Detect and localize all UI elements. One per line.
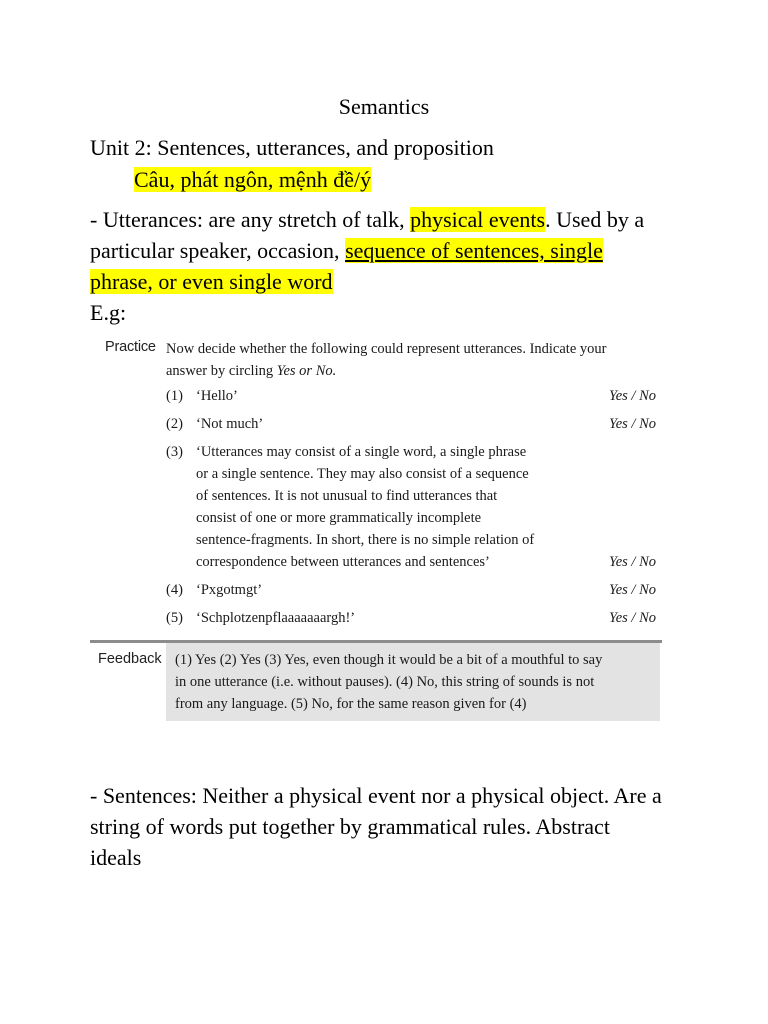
- practice-label: Practice: [105, 339, 156, 355]
- feedback-line-2: in one utterance (i.e. without pauses). (4) No, this string of sounds is not: [175, 674, 595, 690]
- item-text: ‘Schplotzenpflaaaaaaargh!’: [196, 610, 356, 626]
- highlight-sequence: sequence of sentences, single: [345, 238, 603, 263]
- unit-translation-text: Câu, phát ngôn, mệnh đề/ý: [134, 167, 372, 192]
- practice-image: [90, 333, 662, 723]
- answer-option-1: Yes / No: [609, 388, 657, 404]
- practice-instruction: [166, 339, 656, 382]
- feedback-line-1: (1) Yes (2) Yes (3) Yes, even though it would be a bit of a mouthful to say: [175, 652, 603, 668]
- item-number: (5): [166, 610, 183, 626]
- item-number: (4): [166, 582, 183, 598]
- utterances-text-2a: particular speaker, occasion,: [90, 238, 346, 263]
- feedback-text: [175, 649, 653, 715]
- item-text-line: of sentences. It is not unusual to find utterances that: [196, 488, 498, 504]
- answer-option-3: Yes / No: [609, 554, 657, 570]
- item-number: (2): [166, 416, 183, 432]
- sentences-line-1: - Sentences: Neither a physical event nor a physical object. Are a: [90, 783, 662, 808]
- item-number: (1): [166, 388, 183, 404]
- highlight-phrase: phrase, or even single word: [90, 269, 333, 294]
- utterances-line-2: [90, 238, 603, 264]
- item-text-line: sentence-fragments. In short, there is no simple relation of: [196, 532, 535, 548]
- utterances-line-3: [90, 269, 333, 295]
- feedback-label: Feedback: [98, 651, 162, 667]
- item-text: ‘Hello’: [196, 388, 238, 404]
- utterances-text-1a: - Utterances: are any stretch of talk,: [90, 207, 411, 232]
- utterances-line-1: [90, 207, 644, 233]
- answer-option-2: Yes / No: [609, 416, 657, 432]
- unit-translation: [134, 167, 371, 193]
- answer-option-4: Yes / No: [609, 582, 657, 598]
- instruction-line-2b: Yes or No.: [276, 362, 337, 379]
- sentences-line-3: ideals: [90, 845, 142, 870]
- highlight-physical-events: physical events: [410, 207, 546, 232]
- feedback-box: [166, 643, 660, 721]
- item-text: ‘Pxgotmgt’: [196, 582, 263, 598]
- item-text-line: correspondence between utterances and sentences’: [196, 554, 490, 570]
- item-text-line: consist of one or more grammatically incomplete: [196, 510, 482, 526]
- example-label: E.g:: [90, 300, 127, 325]
- page-title: Semantics: [338, 94, 430, 119]
- feedback-line-3: from any language. (5) No, for the same reason given for (4): [175, 696, 527, 712]
- item-text: ‘Not much’: [196, 416, 264, 432]
- sentences-line-2: string of words put together by grammatical rules. Abstract: [90, 814, 610, 839]
- answer-option-5: Yes / No: [609, 610, 657, 626]
- unit-heading: Unit 2: Sentences, utterances, and proposition: [90, 135, 494, 160]
- instruction-line-2a: answer by circling: [166, 362, 277, 379]
- instruction-line-1: Now decide whether the following could represent utterances. Indicate your: [166, 341, 607, 357]
- item-text-line: or a single sentence. They may also consist of a sequence: [196, 466, 529, 482]
- utterances-text-1b: . Used by a: [545, 207, 645, 232]
- instruction-line-2: [166, 361, 656, 383]
- item-number: (3): [166, 444, 183, 460]
- item-text-line: ‘Utterances may consist of a single word, a single phrase: [196, 444, 527, 460]
